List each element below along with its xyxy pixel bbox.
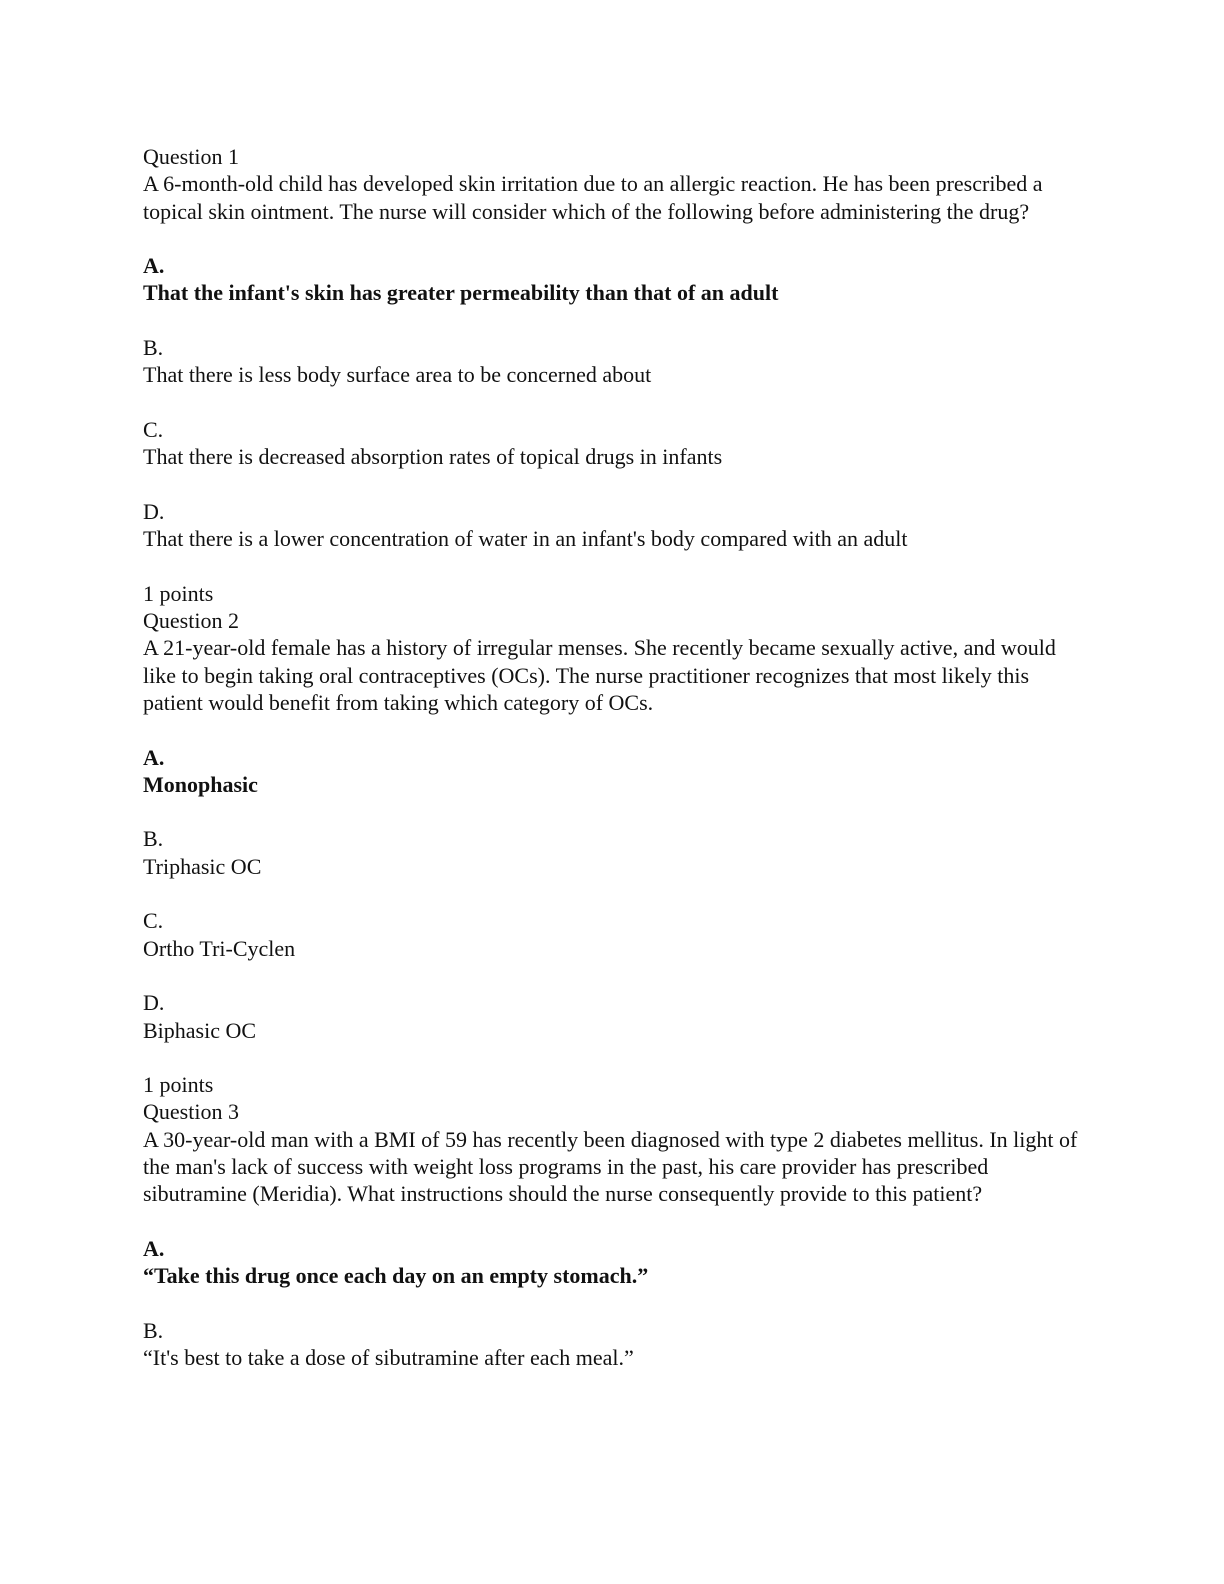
option-b bbox=[143, 334, 1083, 389]
question-title: Question 2 bbox=[143, 608, 239, 634]
option-letter: A. bbox=[143, 744, 165, 770]
option-a bbox=[143, 1235, 1083, 1290]
question-2 bbox=[143, 607, 1083, 1098]
option-a bbox=[143, 744, 1083, 799]
option-text: That there is less body surface area to be concerned about bbox=[143, 362, 652, 388]
option-b bbox=[143, 1317, 1083, 1372]
option-letter: D. bbox=[143, 990, 165, 1016]
points-label: 1 points bbox=[143, 1072, 214, 1098]
option-letter: D. bbox=[143, 498, 165, 524]
option-c bbox=[143, 416, 1083, 471]
option-d bbox=[143, 989, 1083, 1044]
question-1 bbox=[143, 143, 1083, 607]
option-letter: A. bbox=[143, 253, 165, 279]
question-text: A 30-year-old man with a BMI of 59 has recently been diagnosed with type 2 diabetes mellitus. In light of the man's lack of success with weight loss programs in the past, his care provider has prescribed sibutramine (Meridia). What instructions should the nurse consequently provide to this patient? bbox=[143, 1126, 1078, 1207]
option-text: Biphasic OC bbox=[143, 1017, 257, 1043]
option-letter: C. bbox=[143, 416, 164, 442]
question-text: A 21-year-old female has a history of irregular menses. She recently became sexually active, and would like to begin taking oral contraceptives (OCs). The nurse practitioner recognizes that most likely this patient would benefit from taking which category of OCs. bbox=[143, 635, 1056, 715]
document-page bbox=[143, 143, 1083, 1371]
option-text: Ortho Tri-Cyclen bbox=[143, 935, 296, 961]
option-letter: B. bbox=[143, 826, 164, 852]
option-c bbox=[143, 907, 1083, 962]
option-text: “Take this drug once each day on an empty stomach.” bbox=[143, 1263, 649, 1289]
option-text: Triphasic OC bbox=[143, 853, 262, 879]
option-text: Monophasic bbox=[143, 771, 258, 797]
option-letter: C. bbox=[143, 908, 164, 934]
question-title: Question 1 bbox=[143, 144, 239, 169]
option-a bbox=[143, 252, 1083, 307]
option-text: That the infant's skin has greater permeability than that of an adult bbox=[143, 280, 779, 306]
option-letter: B. bbox=[143, 335, 164, 361]
option-text: That there is a lower concentration of water in an infant's body compared with an adult bbox=[143, 526, 908, 552]
points-label: 1 points bbox=[143, 580, 214, 606]
option-d bbox=[143, 498, 1083, 553]
option-b bbox=[143, 825, 1083, 880]
option-text: That there is decreased absorption rates of topical drugs in infants bbox=[143, 444, 723, 470]
option-letter: B. bbox=[143, 1317, 164, 1343]
question-text: A 6-month-old child has developed skin irritation due to an allergic reaction. He has been prescribed a topical skin ointment. The nurse will consider which of the following before administering the drug? bbox=[143, 171, 1043, 224]
question-title: Question 3 bbox=[143, 1099, 239, 1125]
option-letter: A. bbox=[143, 1235, 165, 1261]
option-text: “It's best to take a dose of sibutramine after each meal.” bbox=[143, 1345, 634, 1371]
question-3 bbox=[143, 1098, 1083, 1371]
